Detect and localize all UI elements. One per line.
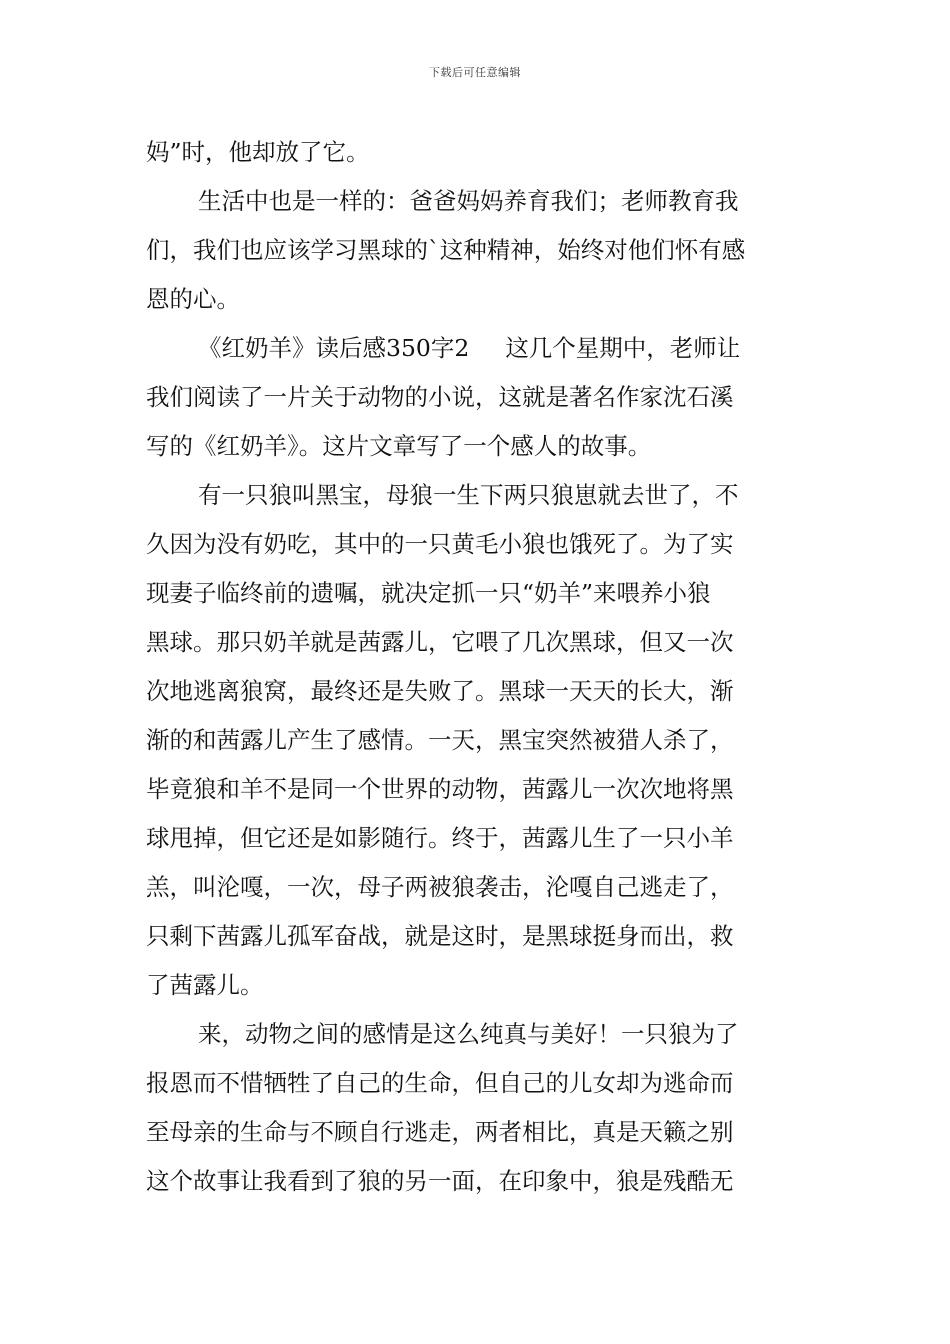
text-line: 这个故事让我看到了狼的另一面，在印象中，狼是残酷无 xyxy=(146,1167,734,1195)
text-line: 至母亲的生命与不顾自行逃走，两者相比，真是天籁之别 xyxy=(146,1118,734,1146)
text-line: 了茜露儿。 xyxy=(146,971,264,999)
document-body xyxy=(146,128,808,1206)
text-line: 黑球。那只奶羊就是茜露儿，它喂了几次黑球，但又一次 xyxy=(146,628,734,656)
text-line: 只剩下茜露儿孤军奋战，就是这时，是黑球挺身而出，救 xyxy=(146,922,734,950)
section-title-line xyxy=(146,324,808,373)
text-line: 恩的心。 xyxy=(146,285,240,313)
paragraph-start: 来，动物之间的感情是这么纯真与美好！一只狼为了 xyxy=(198,1020,739,1048)
text-line: 们，我们也应该学习黑球的`这种精神，始终对他们怀有感 xyxy=(146,236,746,264)
text-line: 妈”时，他却放了它。 xyxy=(146,138,370,166)
text-line: 球甩掉，但它还是如影随行。终于，茜露儿生了一只小羊 xyxy=(146,824,734,852)
paragraph-start: 生活中也是一样的：爸爸妈妈养育我们；老师教育我 xyxy=(198,187,739,215)
page-header: 下载后可任意编辑 xyxy=(429,66,521,79)
text-line: 现妻子临终前的遗嘱，就决定抓一只“奶羊”来喂养小狼 xyxy=(146,579,711,607)
paragraph-start: 有一只狼叫黑宝，母狼一生下两只狼崽就去世了，不 xyxy=(198,481,739,509)
text-line: 久因为没有奶吃，其中的一只黄毛小狼也饿死了。为了实 xyxy=(146,530,734,558)
text-line: 写的《红奶羊》。这片文章写了一个感人的故事。 xyxy=(146,432,652,460)
text-line: 这几个星期中，老师让 xyxy=(505,334,741,362)
text-line: 渐的和茜露儿产生了感情。一天，黑宝突然被猎人杀了， xyxy=(146,726,734,754)
section-title: 《红奶羊》读后感350字2 xyxy=(198,334,470,362)
text-line: 报恩而不惜牺牲了自己的生命，但自己的儿女却为逃命而 xyxy=(146,1069,734,1097)
text-line: 羔，叫沦嘎，一次，母子两被狼袭击，沦嘎自己逃走了， xyxy=(146,873,734,901)
text-line: 我们阅读了一片关于动物的小说，这就是著名作家沈石溪 xyxy=(146,383,734,411)
text-line: 毕竟狼和羊不是同一个世界的动物，茜露儿一次次地将黑 xyxy=(146,775,734,803)
text-line: 次地逃离狼窝，最终还是失败了。黑球一天天的长大，渐 xyxy=(146,677,734,705)
